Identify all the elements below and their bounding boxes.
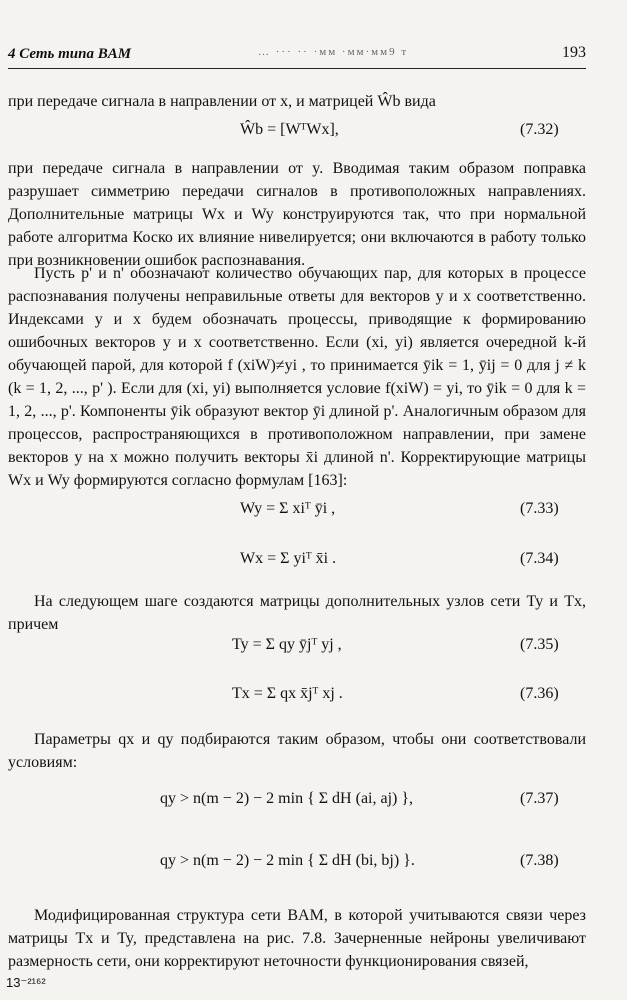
formula-7-36: Tx = Σ qx x̄jᵀ xj . bbox=[232, 685, 343, 702]
formula-number-7-33: (7.33) bbox=[520, 500, 559, 517]
paragraph-6: Модифицированная структура сети BAM, в которой учитываются связи через матрицы Tx и Ty, представлена на рис. 7.8. Зачерненные нейроны увеличивают размерность сети, они корректируют неточности функционирования связей, bbox=[8, 907, 586, 970]
paragraph-2: при передаче сигнала в направлении от y. Вводимая таким образом поправка разрушает симметрию передачи сигналов в противоположных направлениях. Дополнительные матрицы Wx и Wy конструируются так, что при нормальной работе алгоритма Коско их влияние нивелируется; они включаются в работу только при возникновении ошибок распознавания. bbox=[8, 160, 586, 269]
header-noise: … ··· ·· ·ᴍᴍ ·ᴍᴍ·ᴍᴍ9 ᴛ bbox=[258, 46, 409, 58]
formula-7-38: qy > n(m − 2) − 2 min { Σ dH (bi, bj) }. bbox=[160, 852, 415, 869]
formula-number-7-35: (7.35) bbox=[520, 636, 559, 653]
running-header bbox=[8, 44, 586, 69]
formula-7-34: Wx = Σ yiᵀ x̄i . bbox=[240, 550, 337, 567]
paragraph-3: Пусть p' и n' обозначают количество обучающих пар, для которых в процессе распознавания получены неправильные ответы для векторов y и x соответственно. Индексами y и x будем обозначать процессы, приводящие к формированию ошибочных векторов y и x соответственно. Если (xi, yi) является очередной k-й обучающей парой, для которой f (xiW)≠yi , то принимается ȳik = 1, ȳij = 0 для j ≠ k (k = 1, 2, ..., p' ). Если для (xi, yi) выполняется условие f(xiW) = yi, то ȳik = 0 для k = 1, 2, ..., p'. Компоненты ȳik образуют вектор ȳi длиной p'. Аналогичным образом для процессов, распространяющихся в противоположном направлении, при замене векторов y на x можно получить векторы x̄i длиной n'. Корректирующие матрицы Wx и Wy формируются согласно формулам [163]: bbox=[8, 265, 586, 489]
signature-mark: 13⁻²¹⁶² bbox=[6, 975, 46, 990]
formula-7-32: Ŵb = [WᵀWx], bbox=[240, 121, 339, 138]
chapter-title: 4 Сеть типа BAM bbox=[8, 46, 132, 62]
formula-7-33: Wy = Σ xiᵀ ȳi , bbox=[240, 500, 336, 517]
paragraph-5: Параметры qx и qy подбираются таким образом, чтобы они соответствовали условиям: bbox=[8, 731, 586, 771]
paragraph-1: при передаче сигнала в направлении от x, и матрицей Ŵb вида bbox=[8, 93, 436, 110]
page-number: 193 bbox=[562, 44, 586, 61]
formula-number-7-38: (7.38) bbox=[520, 852, 559, 869]
formula-7-35: Ty = Σ qy ȳjᵀ yj , bbox=[232, 636, 342, 653]
paragraph-4: На следующем шаге создаются матрицы дополнительных узлов сети Ty и Tx, причем bbox=[8, 593, 586, 633]
formula-number-7-37: (7.37) bbox=[520, 790, 559, 807]
formula-7-37: qy > n(m − 2) − 2 min { Σ dH (ai, aj) }, bbox=[160, 790, 414, 807]
formula-number-7-34: (7.34) bbox=[520, 550, 559, 567]
formula-number-7-32: (7.32) bbox=[520, 121, 559, 138]
formula-number-7-36: (7.36) bbox=[520, 685, 559, 702]
